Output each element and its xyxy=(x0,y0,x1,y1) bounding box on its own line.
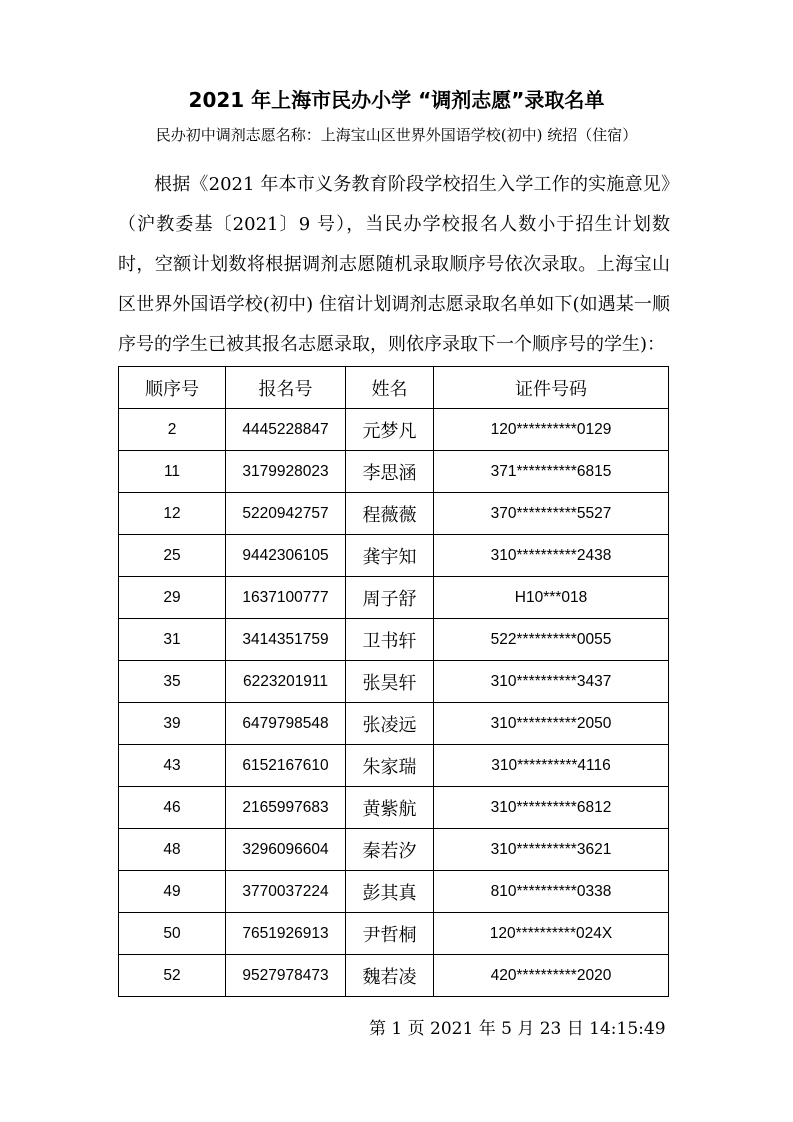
cell-reg: 6152167610 xyxy=(226,745,346,787)
header-id: 证件号码 xyxy=(434,367,669,409)
cell-name: 元梦凡 xyxy=(346,409,434,451)
cell-name: 尹哲桐 xyxy=(346,913,434,955)
table-row xyxy=(119,913,669,955)
cell-seq: 31 xyxy=(119,619,226,661)
table-row xyxy=(119,577,669,619)
cell-seq: 2 xyxy=(119,409,226,451)
table-row xyxy=(119,955,669,997)
table-row xyxy=(119,535,669,577)
cell-seq: 43 xyxy=(119,745,226,787)
cell-reg: 2165997683 xyxy=(226,787,346,829)
cell-id: 522**********0055 xyxy=(434,619,669,661)
cell-seq: 48 xyxy=(119,829,226,871)
table-row xyxy=(119,787,669,829)
cell-reg: 3179928023 xyxy=(226,451,346,493)
cell-name: 卫书轩 xyxy=(346,619,434,661)
header-name: 姓名 xyxy=(346,367,434,409)
document-subtitle: 民办初中调剂志愿名称：上海宝山区世界外国语学校(初中) 统招（住宿） xyxy=(155,126,638,144)
cell-id: 310**********2050 xyxy=(434,703,669,745)
table-row xyxy=(119,871,669,913)
cell-name: 李思涵 xyxy=(346,451,434,493)
cell-seq: 25 xyxy=(119,535,226,577)
cell-name: 秦若汐 xyxy=(346,829,434,871)
cell-id: H10***018 xyxy=(434,577,669,619)
document-title: 2021 年上海市民办小学 “调剂志愿”录取名单 xyxy=(188,88,605,112)
header-seq: 顺序号 xyxy=(119,367,226,409)
cell-seq: 52 xyxy=(119,955,226,997)
table-row xyxy=(119,703,669,745)
cell-id: 120**********024X xyxy=(434,913,669,955)
cell-name: 龚宇知 xyxy=(346,535,434,577)
cell-id: 370**********5527 xyxy=(434,493,669,535)
cell-seq: 46 xyxy=(119,787,226,829)
table-row xyxy=(119,619,669,661)
cell-reg: 6223201911 xyxy=(226,661,346,703)
table-row xyxy=(119,829,669,871)
cell-seq: 39 xyxy=(119,703,226,745)
cell-id: 310**********6812 xyxy=(434,787,669,829)
cell-name: 朱家瑞 xyxy=(346,745,434,787)
cell-reg: 5220942757 xyxy=(226,493,346,535)
cell-name: 张凌远 xyxy=(346,703,434,745)
cell-id: 310**********3621 xyxy=(434,829,669,871)
table-row xyxy=(119,451,669,493)
cell-id: 371**********6815 xyxy=(434,451,669,493)
cell-id: 420**********2020 xyxy=(434,955,669,997)
cell-reg: 3296096604 xyxy=(226,829,346,871)
header-reg: 报名号 xyxy=(226,367,346,409)
cell-reg: 1637100777 xyxy=(226,577,346,619)
cell-name: 张昊轩 xyxy=(346,661,434,703)
table-header-row xyxy=(119,367,669,409)
cell-reg: 3770037224 xyxy=(226,871,346,913)
cell-id: 810**********0338 xyxy=(434,871,669,913)
table-row xyxy=(119,745,669,787)
cell-name: 周子舒 xyxy=(346,577,434,619)
admission-table xyxy=(118,366,669,997)
cell-reg: 9442306105 xyxy=(226,535,346,577)
cell-seq: 49 xyxy=(119,871,226,913)
cell-reg: 6479798548 xyxy=(226,703,346,745)
cell-reg: 7651926913 xyxy=(226,913,346,955)
cell-seq: 35 xyxy=(119,661,226,703)
cell-name: 黄紫航 xyxy=(346,787,434,829)
cell-name: 程薇薇 xyxy=(346,493,434,535)
page-footer: 第 1 页 2021 年 5 月 23 日 14:15:49 xyxy=(369,1019,666,1039)
cell-name: 魏若凌 xyxy=(346,955,434,997)
cell-reg: 3414351759 xyxy=(226,619,346,661)
table-row xyxy=(119,661,669,703)
intro-paragraph: 根据《2021 年本市义务教育阶段学校招生入学工作的实施意见》（沪教委基〔2021〕9 号），当民办学校报名人数小于招生计划数时，空额计划数将根据调剂志愿随机录取顺序号依次录取。上海宝山区世界外国语学校(初中) 住宿计划调剂志愿录取名单如下(如遇某一顺序号的学生已被其报名志愿录取，则依序录取下一个顺序号的学生)： xyxy=(118,174,670,355)
cell-id: 310**********2438 xyxy=(434,535,669,577)
cell-id: 310**********3437 xyxy=(434,661,669,703)
cell-name: 彭其真 xyxy=(346,871,434,913)
cell-seq: 50 xyxy=(119,913,226,955)
cell-reg: 9527978473 xyxy=(226,955,346,997)
cell-seq: 29 xyxy=(119,577,226,619)
cell-id: 310**********4116 xyxy=(434,745,669,787)
cell-reg: 4445228847 xyxy=(226,409,346,451)
table-row xyxy=(119,409,669,451)
cell-seq: 12 xyxy=(119,493,226,535)
cell-seq: 11 xyxy=(119,451,226,493)
table-row xyxy=(119,493,669,535)
cell-id: 120**********0129 xyxy=(434,409,669,451)
